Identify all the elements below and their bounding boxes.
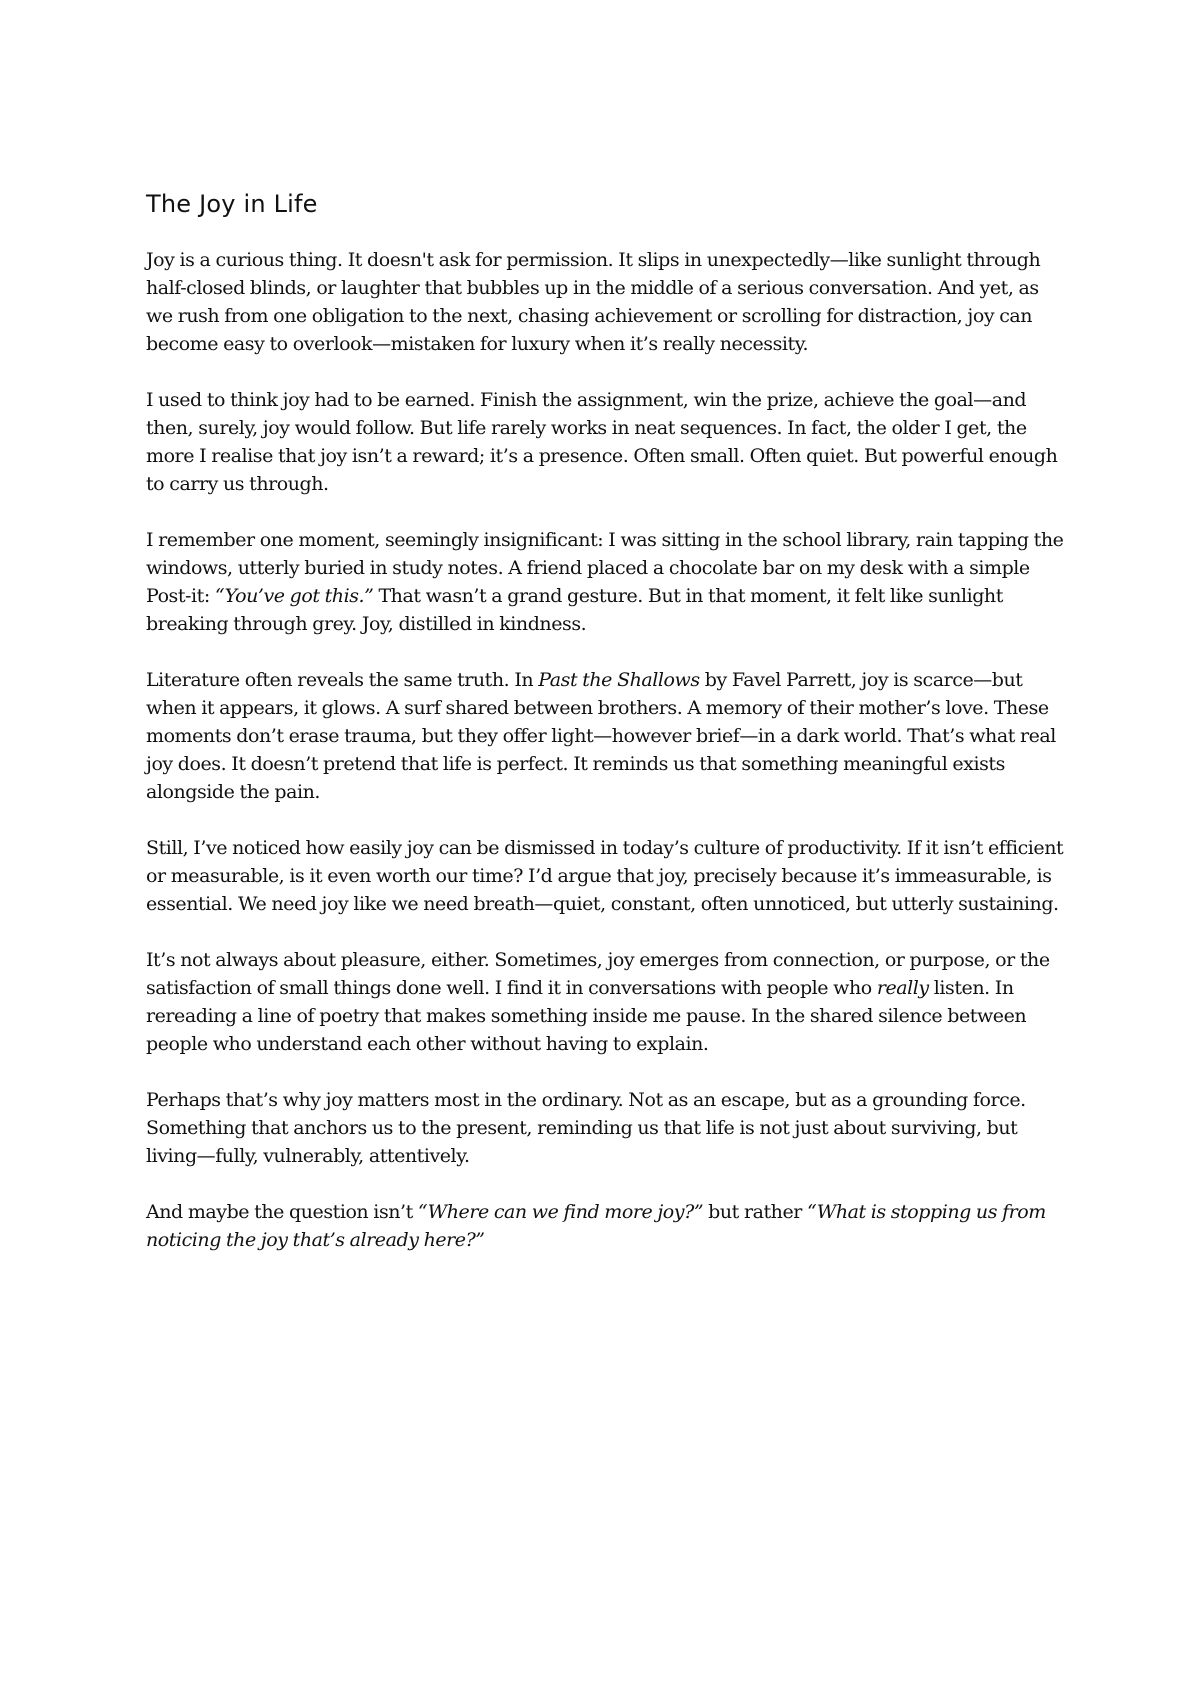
text-run: listen. In rereading a line of poetry that makes something inside me pause. In the shared silence between people who understand each other without having to explain.: [146, 977, 1027, 1055]
text-run: but rather: [703, 1201, 807, 1223]
document-page: [146, 188, 1066, 1254]
paragraph-6: [146, 946, 1066, 1058]
document-title: The Joy in Life: [146, 190, 318, 218]
text-run: It’s not always about pleasure, either. Sometimes, joy emerges from connection, or purpose, or the satisfaction of small things done well. I find it in conversations with people who: [146, 949, 1050, 999]
document-body: [146, 246, 1066, 1254]
text-run: Literature often reveals the same truth. In: [146, 669, 539, 691]
text-run: That wasn’t a grand gesture. But in that moment, it felt like sunlight breaking through grey. Joy, distilled in kindness.: [146, 585, 1003, 635]
paragraph-3: [146, 526, 1066, 638]
italic-text: “You’ve got this.”: [214, 585, 374, 607]
paragraph-8: [146, 1198, 1066, 1254]
paragraph-5: [146, 834, 1066, 918]
text-run: by Favel Parrett, joy is scarce—but when it appears, it glows. A surf shared between brothers. A memory of their mother’s love. These moments don’t erase trauma, but they offer light—however brief—in a dark world. That’s what real joy does. It doesn’t pretend that life is perfect. It reminds us that something meaningful exists alongside the pain.: [146, 669, 1056, 803]
text-run: I remember one moment, seemingly insignificant: I was sitting in the school library, rain tapping the windows, utterly buried in study notes. A friend placed a chocolate bar on my desk with a simple Post-it:: [146, 529, 1064, 607]
text-run: Joy is a curious thing. It doesn't ask for permission. It slips in unexpectedly—like sunlight through half-closed blinds, or laughter that bubbles up in the middle of a serious conversation. And yet, as we rush from one obligation to the next, chasing achievement or scrolling for distraction, joy can become easy to overlook—mistaken for luxury when it’s really necessity.: [146, 249, 1041, 355]
paragraph-2: [146, 386, 1066, 498]
italic-text: “Where can we find more joy?”: [417, 1201, 704, 1223]
paragraph-7: [146, 1086, 1066, 1170]
text-run: I used to think joy had to be earned. Finish the assignment, win the prize, achieve the goal—and then, surely, joy would follow. But life rarely works in neat sequences. In fact, the older I get, the more I realise that joy isn’t a reward; it’s a presence. Often small. Often quiet. But powerful enough to carry us through.: [146, 389, 1058, 495]
text-run: Perhaps that’s why joy matters most in the ordinary. Not as an escape, but as a grounding force. Something that anchors us to the present, reminding us that life is not just about surviving, but living—fully, vulnerably, attentively.: [146, 1089, 1026, 1167]
text-run: Still, I’ve noticed how easily joy can be dismissed in today’s culture of productivity. If it isn’t efficient or measurable, is it even worth our time? I’d argue that joy, precisely because it’s immeasurable, is essential. We need joy like we need breath—quiet, constant, often unnoticed, but utterly sustaining.: [146, 837, 1064, 915]
italic-text: Past the Shallows: [538, 669, 700, 691]
italic-text: “What is stopping us from noticing the joy that’s already here?”: [146, 1201, 1046, 1251]
text-run: And maybe the question isn’t: [146, 1201, 418, 1223]
italic-text: really: [876, 977, 929, 999]
paragraph-1: [146, 246, 1066, 358]
paragraph-4: [146, 666, 1066, 806]
